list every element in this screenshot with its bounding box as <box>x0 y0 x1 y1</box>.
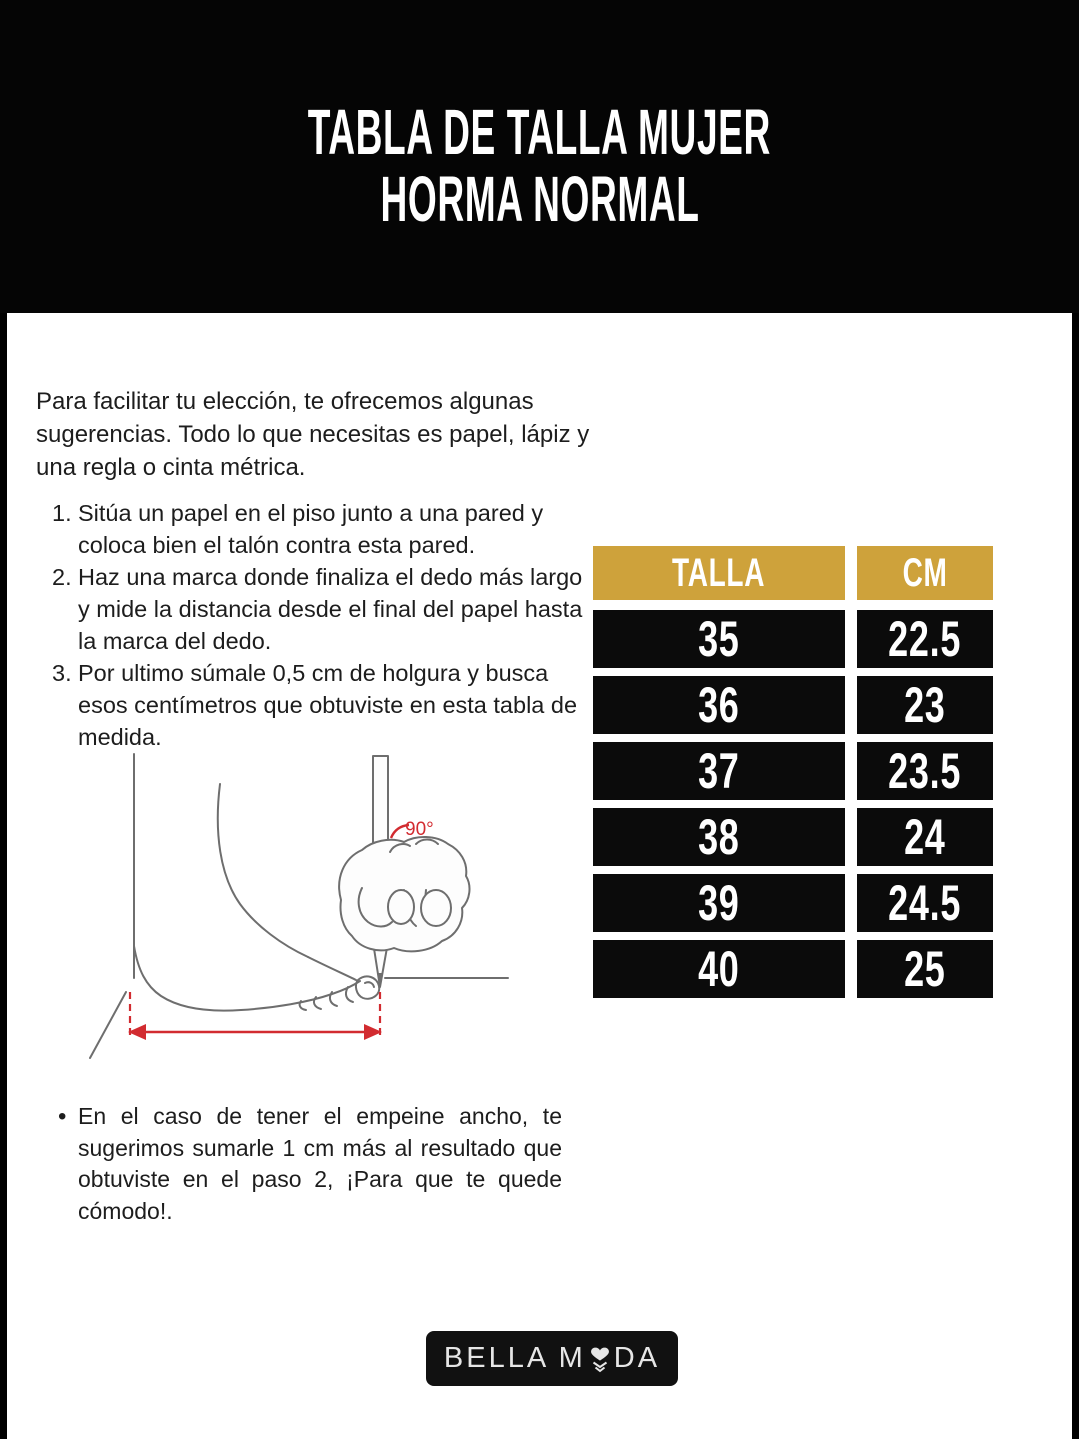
cm-cell: 22.5 <box>857 610 993 668</box>
step-line: Por ultimo súmale 0,5 cm de holgura y busca <box>78 660 549 686</box>
step-item <box>52 497 582 561</box>
size-table <box>593 546 993 998</box>
talla-cell: 35 <box>593 610 845 668</box>
talla-cell: 37 <box>593 742 845 800</box>
cm-cell: 24 <box>857 808 993 866</box>
talla-header-cell: TALLA <box>593 546 845 600</box>
content-panel <box>7 313 1072 1439</box>
thumb-nail <box>388 890 414 924</box>
cm-cell: 24.5 <box>857 874 993 932</box>
intro-line: una regla o cinta métrica. <box>36 454 306 481</box>
step-number: 1. <box>52 500 72 526</box>
step-item <box>52 561 582 657</box>
talla-column <box>593 546 845 998</box>
wall-base-line <box>90 992 126 1058</box>
step-line: coloca bien el talón contra esta pared. <box>78 532 476 558</box>
logo-text-after: DA <box>613 1342 661 1374</box>
cm-cell: 23 <box>857 676 993 734</box>
talla-cell: 40 <box>593 940 845 998</box>
step-line: medida. <box>78 724 162 750</box>
talla-cell: 38 <box>593 808 845 866</box>
intro-paragraph <box>36 385 589 484</box>
step-line: esos centímetros que obtuviste en esta tabla de <box>78 692 578 718</box>
leg-line <box>218 784 308 957</box>
step-line: y mide la distancia desde el final del papel hasta <box>78 596 583 622</box>
finger-nail <box>421 890 451 926</box>
talla-cell: 36 <box>593 676 845 734</box>
step-line: Sitúa un papel en el piso junto a una pared y <box>78 500 544 526</box>
cm-cell: 25 <box>857 940 993 998</box>
page-title-line-2: HORMA NORMAL <box>380 162 699 235</box>
header-banner <box>0 0 1079 313</box>
cm-cell: 23.5 <box>857 742 993 800</box>
angle-label: 90° <box>405 819 434 840</box>
step-line: Haz una marca donde finaliza el dedo más largo <box>78 564 583 590</box>
intro-line: sugerencias. Todo lo que necesitas es papel, lápiz y <box>36 421 590 448</box>
steps-list <box>52 497 582 753</box>
page-title-line-1: TABLA DE TALLA MUJER <box>307 95 772 168</box>
foot-measurement-illustration <box>60 740 560 1070</box>
measurement-arrow <box>128 1024 382 1040</box>
brand-logo <box>426 1331 678 1386</box>
note-bullet: • <box>58 1103 67 1130</box>
note-text: En el caso de tener el empeine ancho, te sugerimos sumarle 1 cm más al resultado que obtuviste en el paso 2, ¡Para que te quede cómodo!. <box>78 1103 562 1224</box>
heart-icon <box>589 1345 611 1374</box>
foot-outline <box>134 946 360 1011</box>
cm-column <box>857 546 993 998</box>
step-number: 3. <box>52 660 72 686</box>
intro-line: Para facilitar tu elección, te ofrecemos algunas <box>36 388 534 415</box>
logo-text-before: BELLA M <box>443 1342 586 1374</box>
cm-header-cell: CM <box>857 546 993 600</box>
step-number: 2. <box>52 564 72 590</box>
step-line: la marca del dedo. <box>78 628 272 654</box>
toe-outline <box>356 976 379 998</box>
step-item <box>52 657 582 753</box>
talla-cell: 39 <box>593 874 845 932</box>
